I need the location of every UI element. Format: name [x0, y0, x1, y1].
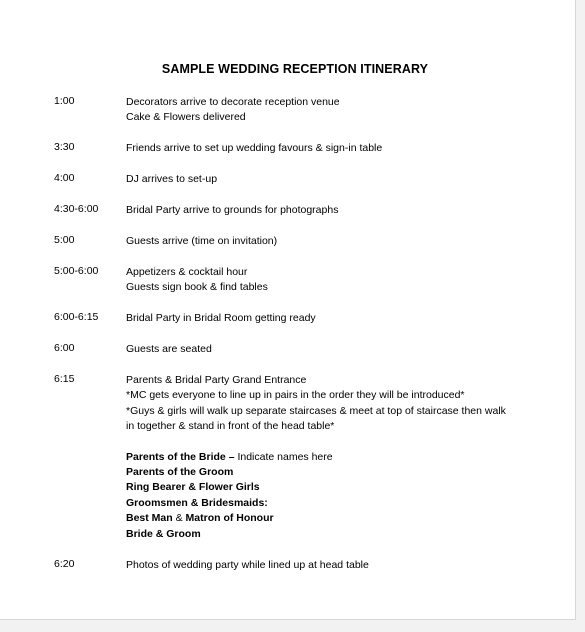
entry-time: 6:00-6:15: [54, 311, 99, 323]
entrance-order-item: Groomsmen & Bridesmaids:: [126, 496, 268, 509]
entry-line: Bridal Party arrive to grounds for photographs: [126, 204, 339, 216]
entry-description: [126, 234, 521, 249]
entry-description: [126, 95, 521, 126]
entry-description: [126, 311, 521, 326]
entry-line: DJ arrives to set-up: [126, 173, 218, 185]
entrance-order-item: Ring Bearer & Flower Girls: [126, 481, 260, 494]
entry-line: Guests arrive (time on invitation): [126, 235, 278, 247]
entrance-order-item: Parents of the Bride – Indicate names here: [126, 450, 333, 463]
entry-line: Parents & Bridal Party Grand Entrance: [126, 374, 307, 386]
entry-description: [126, 558, 521, 573]
entry-description: [126, 172, 521, 187]
entry-time: 6:20: [54, 558, 75, 570]
entry-time: 1:00: [54, 95, 75, 107]
entry-line: Bridal Party in Bridal Room getting ready: [126, 312, 316, 324]
entry-description: [126, 265, 521, 296]
entry-time: 6:15: [54, 373, 75, 385]
entry-description: [126, 141, 521, 156]
entry-line: Guests are seated: [126, 343, 212, 355]
entry-line: *Guys & girls will walk up separate staircases & meet at top of staircase then walk in together & stand in front of the head table*: [126, 404, 506, 433]
entry-time: 5:00: [54, 234, 75, 246]
entry-line: Guests sign book & find tables: [126, 281, 268, 294]
entrance-order-item: Best Man & Matron of Honour: [126, 512, 274, 525]
entry-line: Decorators arrive to decorate reception venue: [126, 96, 340, 108]
entry-description: [126, 373, 521, 542]
entry-line: Appetizers & cocktail hour: [126, 266, 248, 278]
entry-line: Photos of wedding party while lined up at head table: [126, 559, 369, 571]
entry-line: Cake & Flowers delivered: [126, 111, 246, 124]
entry-line: Friends arrive to set up wedding favours & sign-in table: [126, 142, 383, 154]
entry-time: 6:00: [54, 342, 75, 354]
document-title: SAMPLE WEDDING RECEPTION ITINERARY: [161, 62, 429, 76]
entry-time: 3:30: [54, 141, 75, 153]
entrance-order-item: Bride & Groom: [126, 527, 201, 540]
entrance-order-item: Parents of the Groom: [126, 465, 234, 478]
entry-line: *MC gets everyone to line up in pairs in the order they will be introduced*: [126, 389, 465, 402]
entry-time: 4:00: [54, 172, 75, 184]
entry-time: 5:00-6:00: [54, 265, 99, 277]
entry-description: [126, 203, 521, 218]
entry-time: 4:30-6:00: [54, 203, 99, 215]
entry-description: [126, 342, 521, 357]
